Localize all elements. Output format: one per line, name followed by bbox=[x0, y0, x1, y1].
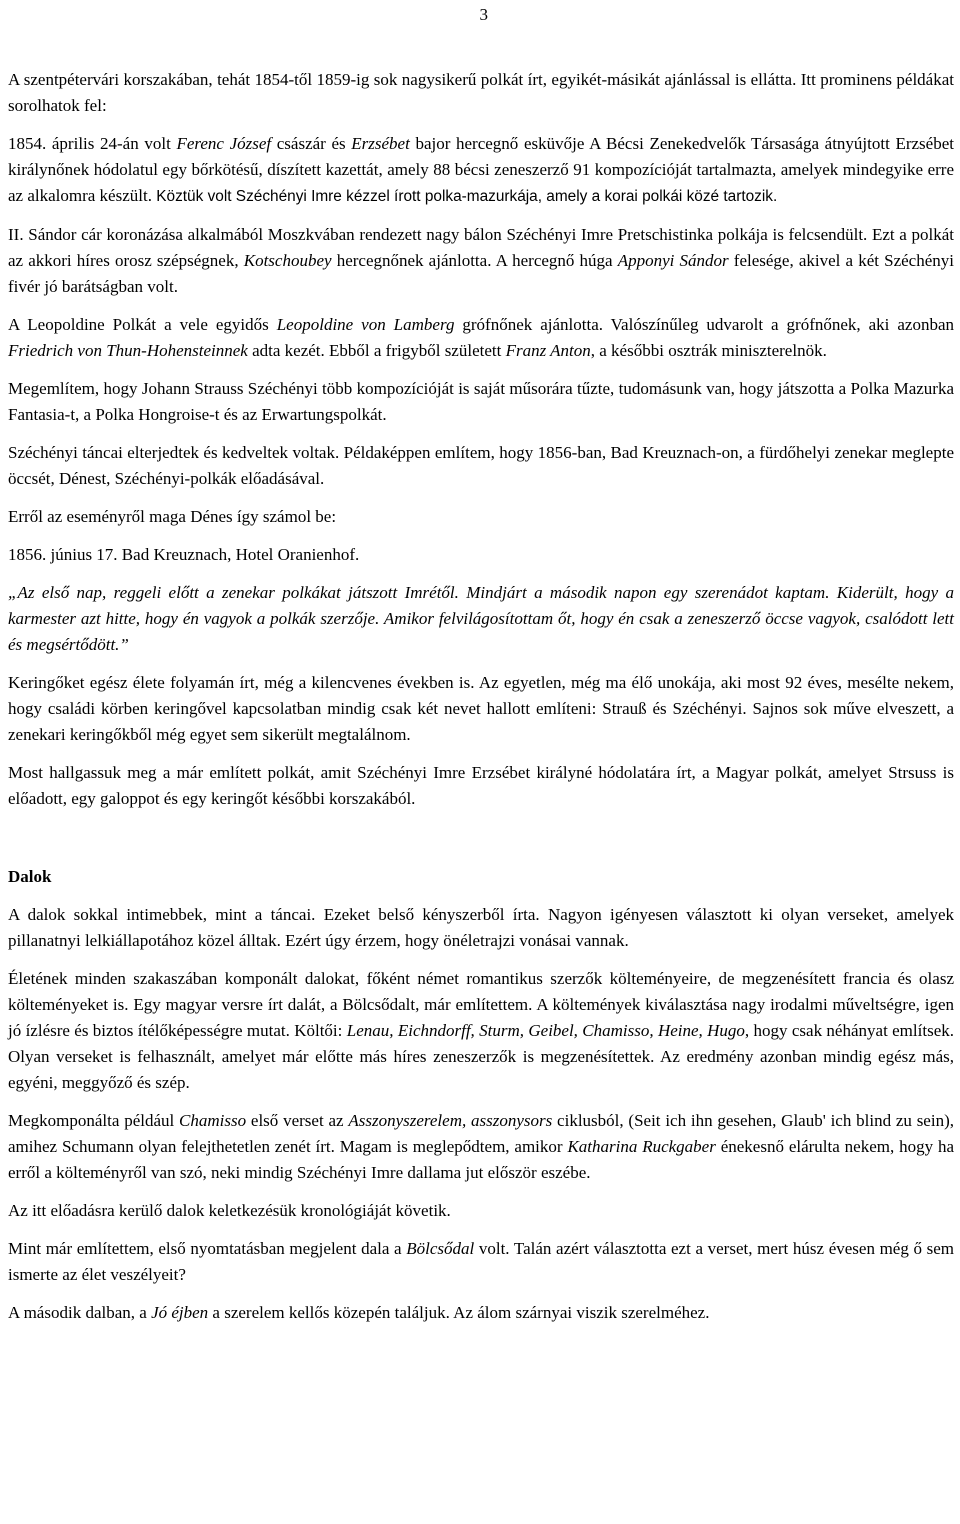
page-number: 3 bbox=[479, 5, 488, 24]
paragraph: A dalok sokkal intimebbek, mint a táncai. Ezeket belső kényszerből írta. Nagyon igényesen választott ki olyan verseket, amelyek pillanatnyi lelkiállapotához közel álltak. Ezért úgy érzem, hogy önéletrajzi vonásai vannak. bbox=[8, 905, 954, 950]
document-body bbox=[8, 67, 954, 1338]
paragraph: A második dalban, a Jó éjben a szerelem kellős közepén találjuk. Az álom szárnyai viszik szerelméhez. bbox=[8, 1303, 710, 1322]
paragraph: Széchényi táncai elterjedtek és kedveltek voltak. Példaképpen említem, hogy 1856-ban, Bad Kreuznach-on, a fürdőhelyi zenekar meglepte öccsét, Dénest, Széchényi-polkák előadásával. bbox=[8, 443, 954, 488]
paragraph: 1856. június 17. Bad Kreuznach, Hotel Oranienhof. bbox=[8, 545, 360, 564]
paragraph: 1854. április 24-án volt Ferenc József császár és Erzsébet bajor hercegnő esküvője A Bécsi Zenekedvelők Társasága átnyújtott Erzsébet királynőnek hódolatul egy bőrkötésű, díszített kazettát, amely 88 bécsi zeneszerző 91 kompozícióját tartalmazta, amelyek mindegyike erre az alkalomra készült. Köztük volt Széchényi Imre kézzel írott polka-mazurkája, amely a korai polkái közé tartozik. bbox=[8, 134, 954, 205]
paragraph: Az itt előadásra kerülő dalok keletkezésük kronológiáját követik. bbox=[8, 1201, 451, 1220]
paragraph: Életének minden szakaszában komponált dalokat, főként német romantikus szerzők költeményeire, de megzenésített francia és olasz költeményeket is. Egy magyar versre írt dalát, a Bölcsődalt, már említettem. A költemények kiválasztása nagy irodalmi műveltségre, igen jó ízlésre és biztos ítélőképességre mutat. Költői: Lenau, Eichndorff, Sturm, Geibel, Chamisso, Heine, Hugo, hogy csak néhányat említsek. Olyan verseket is felhasznált, amelyet már előtte más híres zeneszerzők is megzenésítettek. Az eredmény azonban mindig egész más, egyéni, meggyőző és szép. bbox=[8, 969, 954, 1092]
paragraph: Most hallgassuk meg a már említett polkát, amit Széchényi Imre Erzsébet királyné hódolatára írt, a Magyar polkát, amelyet Strsuss is előadott, egy galoppot és egy keringőt későbbi korszakából. bbox=[8, 763, 954, 808]
quote-paragraph: „Az első nap, reggeli előtt a zenekar polkákat játszott Imrétől. Mindjárt a második napon egy szerenádot kaptam. Kiderült, hogy a karmester azt hitte, hogy én vagyok a polkák szerzője. Amikor felvilágosítottam őt, hogy én csak a zeneszerző öccse vagyok, csalódott lett és megsértődött.” bbox=[8, 583, 954, 654]
paragraph: Mint már említettem, első nyomtatásban megjelent dala a Bölcsődal volt. Talán azért választotta ezt a verset, mert húsz évesen még ő sem ismerte az élet veszélyeit? bbox=[8, 1239, 954, 1284]
paragraph: Keringőket egész élete folyamán írt, még a kilencvenes években is. Az egyetlen, még ma élő unokája, aki most 92 éves, mesélte nekem, hogy családi körben keringővel kapcsolatban mindig csak két nevet hallott említeni: Strauß és Széchényi. Sajnos sok műve elveszett, a zenekari keringőkből még egyet sem sikerült megtalálnom. bbox=[8, 673, 954, 744]
paragraph: Megkomponálta például Chamisso első verset az Asszonyszerelem, asszonysors ciklusból, (Seit ich ihn gesehen, Glaub' ich blind zu sein), amihez Schumann olyan felejthetetlen zenét írt. Magam is meglepődtem, amikor Katharina Ruckgaber énekesnő elárulta nekem, hogy ha erről a költeményről van szó, neki mindig Széchényi Imre dallama jut először eszébe. bbox=[8, 1111, 955, 1182]
paragraph: Megemlítem, hogy Johann Strauss Széchényi több kompozícióját is saját műsorára tűzte, tudomásunk van, hogy játszotta a Polka Mazurka Fantasia-t, a Polka Hongroise-t és az Erwartungspolkát. bbox=[8, 379, 954, 424]
paragraph: II. Sándor cár koronázása alkalmából Moszkvában rendezett nagy bálon Széchényi Imre Pretschistinka polkája is felcsendült. Ezt a polkát az akkori híres orosz szépségnek, Kotschoubey hercegnőnek ajánlotta. A hercegnő húga Apponyi Sándor felesége, akivel a két Széchényi fivér jó barátságban volt. bbox=[8, 225, 954, 296]
paragraph: A szentpétervári korszakában, tehát 1854-től 1859-ig sok nagysikerű polkát írt, egyikét-másikát ajánlással is ellátta. Itt prominens példákat sorolhatok fel: bbox=[8, 70, 954, 115]
paragraph: A Leopoldine Polkát a vele egyidős Leopoldine von Lamberg grófnőnek ajánlotta. Valószínűleg udvarolt a grófnőnek, aki azonban Friedrich von Thun-Hohensteinnek adta kezét. Ebből a frigyből született Franz Anton, a későbbi osztrák miniszterelnök. bbox=[8, 315, 954, 360]
section-heading: Dalok bbox=[8, 867, 52, 886]
paragraph: Erről az eseményről maga Dénes így számol be: bbox=[8, 507, 337, 526]
